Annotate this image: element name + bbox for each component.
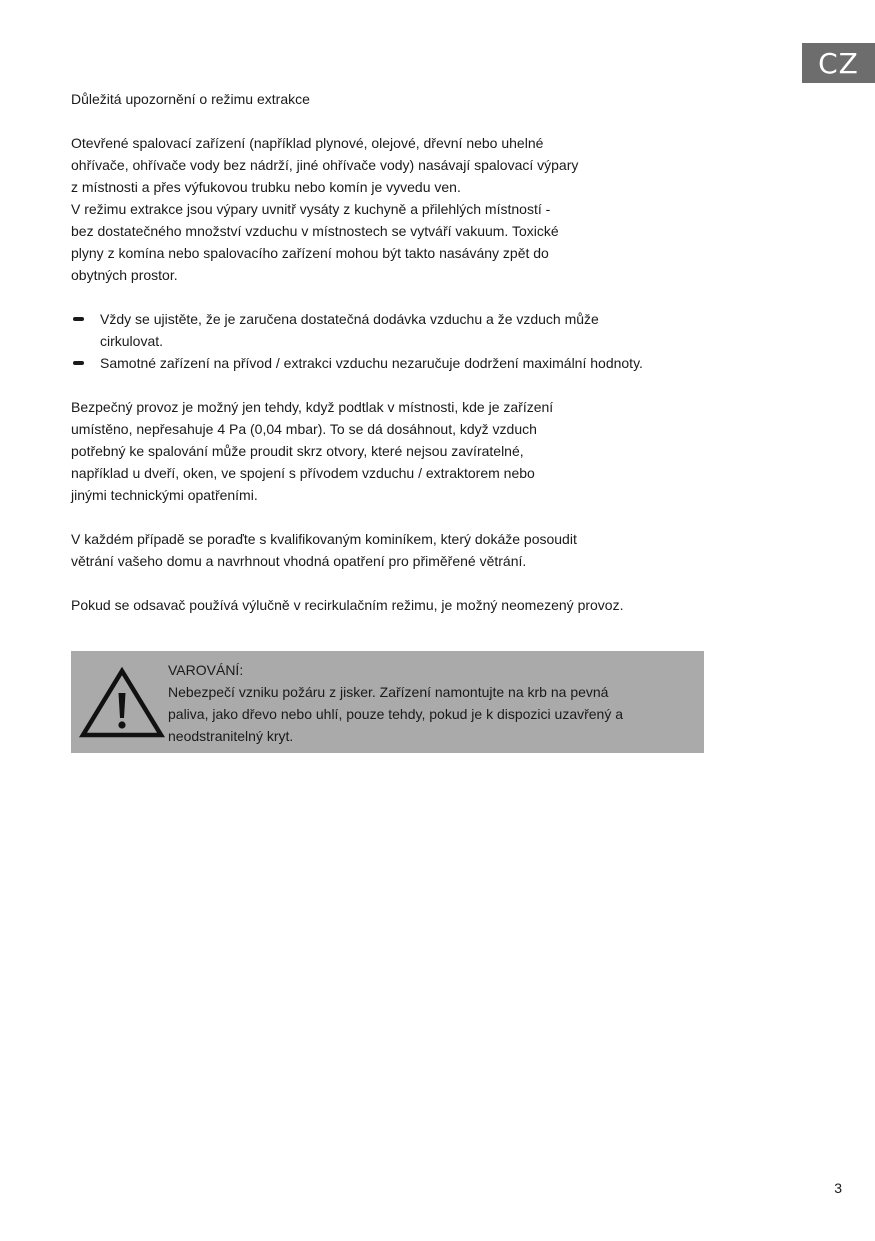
paragraph-line: V režimu extrakce jsou výpary uvnitř vysáty z kuchyně a přilehlých místností -	[71, 201, 551, 217]
warning-title: VAROVÁNÍ:	[168, 662, 244, 678]
paragraph-chimney-sweep	[71, 528, 711, 572]
paragraph-line: Otevřené spalovací zařízení (například plynové, olejové, dřevní nebo uhelné	[71, 135, 544, 151]
bullet-icon	[73, 361, 84, 365]
warning-box	[71, 651, 704, 753]
paragraph-line: například u dveří, oken, ve spojení s přívodem vzduchu / extraktorem nebo	[71, 465, 535, 481]
paragraph-line: větrání vašeho domu a navrhnout vhodná opatření pro přiměřené větrání.	[71, 553, 527, 569]
warning-line: paliva, jako dřevo nebo uhlí, pouze tehdy, pokud je k dispozici uzavřený a	[168, 706, 624, 722]
paragraph-line: bez dostatečného množství vzduchu v místnostech se vytváří vakuum. Toxické	[71, 223, 559, 239]
paragraph-line: V každém případě se poraďte s kvalifikovaným kominíkem, který dokáže posoudit	[71, 531, 577, 547]
page-number: 3	[834, 1180, 842, 1196]
paragraph-safe-operation	[71, 396, 711, 506]
paragraph-line: umístěno, nepřesahuje 4 Pa (0,04 mbar). To se dá dosáhnout, když vzduch	[71, 421, 537, 437]
paragraph-line: ohřívače, ohřívače vody bez nádrží, jiné ohřívače vody) nasávají spalovací výpary	[71, 157, 579, 173]
bullet-icon	[73, 317, 84, 321]
paragraph-recirculation	[71, 594, 711, 616]
paragraph-line: plyny z komína nebo spalovacího zařízení mohou být takto nasávány zpět do	[71, 245, 549, 261]
paragraph-line: Pokud se odsavač používá výlučně v recirkulačním režimu, je možný neomezený provoz.	[71, 597, 624, 613]
bullet-line: Vždy se ujistěte, že je zaručena dostatečná dodávka vzduchu a že vzduch může	[100, 311, 599, 327]
paragraph-combustion	[71, 132, 711, 286]
bullet-line: cirkulovat.	[100, 333, 164, 349]
warning-line: neodstranitelný kryt.	[168, 728, 294, 744]
paragraph-line: Bezpečný provoz je možný jen tehdy, když podtlak v místnosti, kde je zařízení	[71, 399, 554, 415]
paragraph-line: obytných prostor.	[71, 267, 178, 283]
warning-triangle-icon	[79, 667, 165, 739]
paragraph-line: z místnosti a přes výfukovou trubku nebo komín je vyvedu ven.	[71, 179, 461, 195]
paragraph-line: potřebný ke spalování může proudit skrz otvory, které nejsou zavíratelné,	[71, 443, 524, 459]
warning-text	[168, 659, 693, 747]
warning-line: Nebezpečí vzniku požáru z jisker. Zařízení namontujte na krb na pevná	[168, 684, 609, 700]
bullet-line: Samotné zařízení na přívod / extrakci vzduchu nezaručuje dodržení maximální hodnoty.	[100, 355, 643, 371]
bullet-list	[71, 308, 711, 374]
language-tab: CZ	[802, 43, 875, 83]
bullet-item	[71, 308, 711, 352]
paragraph-line: jinými technickými opatřeními.	[71, 487, 258, 503]
bullet-item	[71, 352, 711, 374]
section-heading: Důležitá upozornění o režimu extrakce	[71, 91, 310, 107]
document-content	[71, 88, 711, 616]
